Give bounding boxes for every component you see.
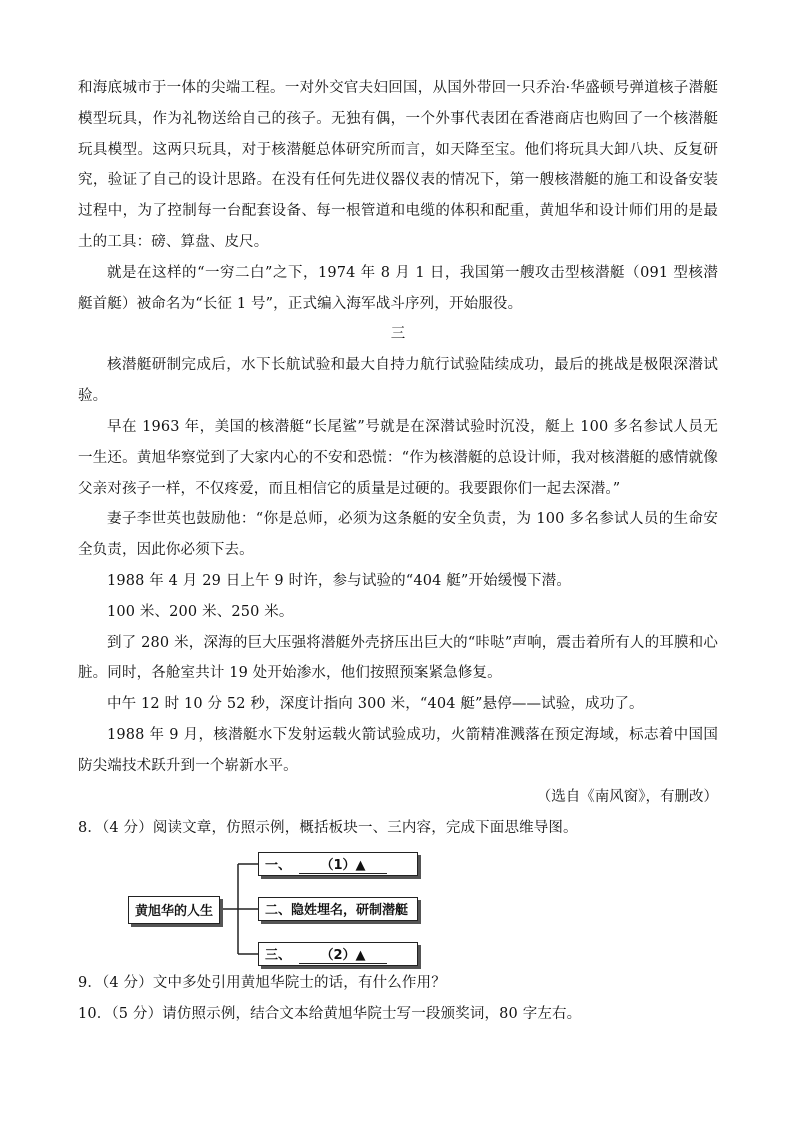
mind-map-branch-1 (258, 852, 418, 876)
document-page (78, 73, 718, 1030)
paragraph: 1988 年 4 月 29 日上午 9 时许，参与试验的“404 艇”开始缓慢下潜。 (107, 572, 571, 589)
branch-3-prefix: 三、 (265, 948, 292, 964)
paragraph: 妻子李世英也鼓励他：“你是总师，必须为这条艇的安全负责，为 100 多名参试人员的生命安全负责，因此你必须下去。 (78, 511, 718, 559)
mind-map-diagram (128, 852, 438, 968)
answer-blank-2[interactable]: （2）▲ (299, 944, 387, 964)
question-9: 9．（4 分）文中多处引用黄旭华院士的话，有什么作用？ (78, 974, 446, 991)
paragraph: 早在 1963 年，美国的核潜艇“长尾鲨”号就是在深潜试验时沉没，艇上 100 多名参试人员无一生还。黄旭华察觉到了大家内心的不安和恐慌：“作为核潜艇的总设计师，我对核潜艇的感情就像父亲对孩子一样，不仅疼爱，而且相信它的质量是过硬的。我要跟你们一起去深潜。” (78, 418, 718, 497)
paragraph-continuation: 和海底城市于一体的尖端工程。一对外交官夫妇回国，从国外带回一只乔治·华盛顿号弹道核子潜艇模型玩具，作为礼物送给自己的孩子。无独有偶，一个外事代表团在香港商店也购回了一个核潜艇玩具模型。这两只玩具，对于核潜艇总体研究所而言，如天降至宝。他们将玩具大卸八块、反复研究，验证了自己的设计思路。在没有任何先进仪器仪表的情况下，第一艘核潜艇的施工和设备安装过程中，为了控制每一台配套设备、每一根管道和电缆的体积和配重，黄旭华和设计师们用的是最土的工具：磅、算盘、皮尺。 (78, 80, 718, 250)
paragraph: 中午 12 时 10 分 52 秒，深度计指向 300 米，“404 艇”悬停——试验，成功了。 (107, 696, 644, 713)
source-citation: （选自《南风窗》，有删改） (536, 788, 718, 805)
question-8: 8．（4 分）阅读文章，仿照示例，概括板块一、三内容，完成下面思维导图。 (78, 819, 578, 836)
paragraph-commission: 就是在这样的“一穷二白”之下，1974 年 8 月 1 日，我国第一艘攻击型核潜艇（091 型核潜艇首艇）被命名为“长征 1 号”，正式编入海军战斗序列，开始服役。 (78, 264, 718, 312)
answer-blank-1[interactable]: （1）▲ (299, 854, 387, 874)
paragraph: 100 米、200 米、250 米。 (107, 603, 294, 620)
branch-1-prefix: 一、 (265, 858, 292, 874)
mind-map-root: 黄旭华的人生 (128, 896, 220, 924)
mind-map-branch-3 (258, 942, 418, 966)
question-10: 10．（5 分）请仿照示例，结合文本给黄旭华院士写一段颁奖词，80 字左右。 (78, 1005, 582, 1022)
paragraph: 1988 年 9 月，核潜艇水下发射运载火箭试验成功，火箭精准溅落在预定海域，标志着中国国防尖端技术跃升到一个崭新水平。 (78, 726, 718, 774)
paragraph: 到了 280 米，深海的巨大压强将潜艇外壳挤压出巨大的“咔哒”声响，震击着所有人的耳膜和心脏。同时，各舱室共计 19 处开始渗水，他们按照预案紧急修复。 (78, 634, 718, 682)
paragraph: 核潜艇研制完成后，水下长航试验和最大自持力航行试验陆续成功，最后的挑战是极限深潜试验。 (78, 357, 718, 405)
section-heading: 三 (390, 326, 406, 343)
mind-map-branch-2: 二、隐姓埋名，研制潜艇 (258, 897, 418, 921)
